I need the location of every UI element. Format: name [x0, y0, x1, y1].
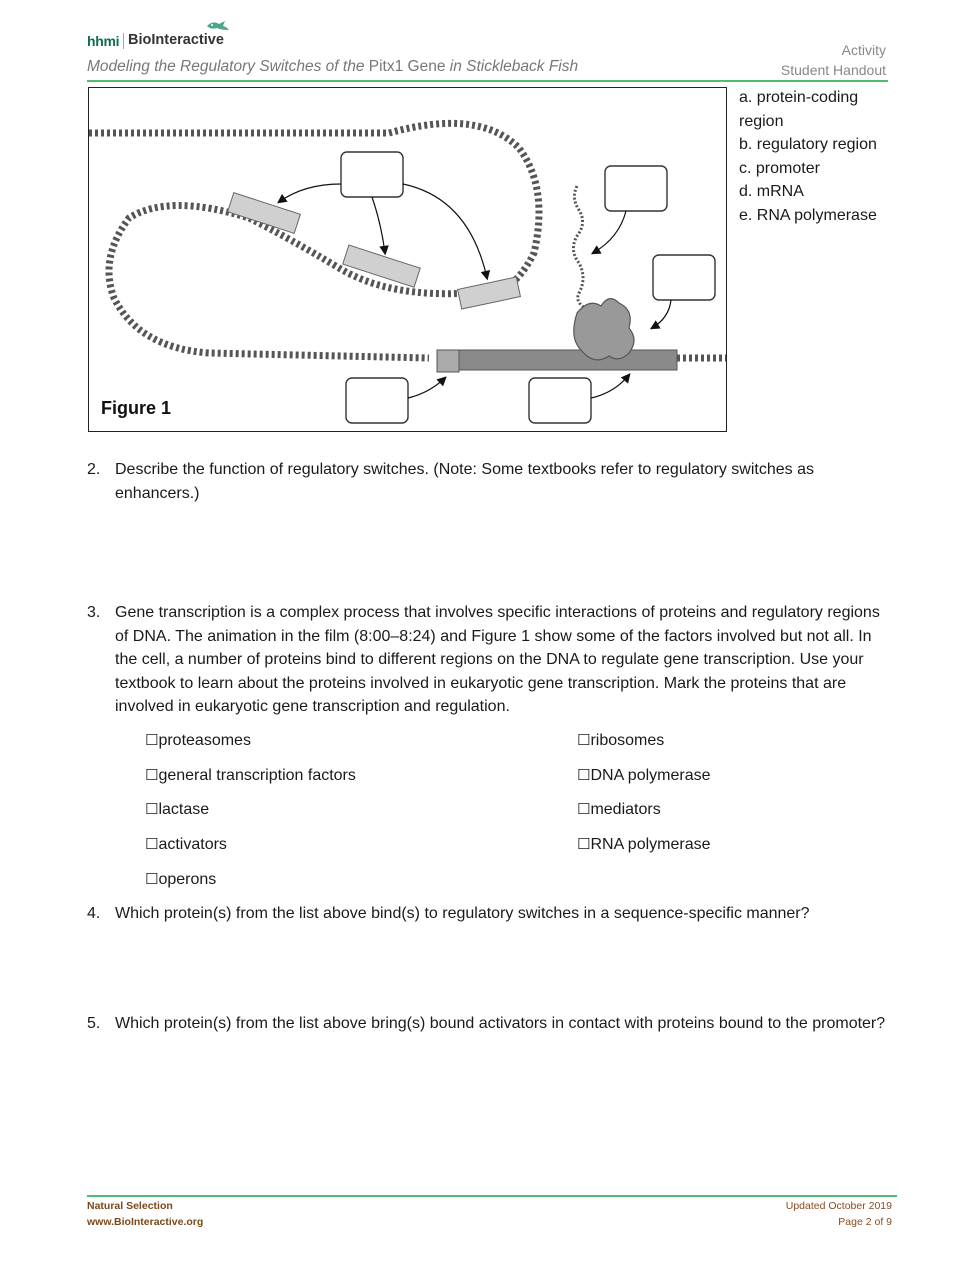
legend-item: d. mRNA — [739, 183, 804, 201]
checkbox-icon[interactable]: ☐ — [577, 766, 591, 784]
question-5 — [87, 1012, 890, 1036]
question-2 — [87, 458, 890, 505]
dna-loop-diagram — [89, 88, 726, 431]
regulatory-region-3 — [458, 277, 521, 309]
header-divider — [87, 80, 888, 82]
regulatory-region-2 — [343, 245, 421, 287]
checkbox-proteasomes[interactable]: ☐proteasomes — [145, 731, 251, 749]
checkbox-rna-polymerase[interactable]: ☐RNA polymerase — [577, 835, 711, 853]
question-number: 2. — [87, 461, 101, 478]
label-box-top-right[interactable] — [605, 166, 667, 211]
bird-logo-icon — [205, 18, 231, 34]
checkbox-icon[interactable]: ☐ — [145, 766, 159, 784]
question-text: Gene transcription is a complex process that involves specific interactions of proteins and regulatory regions of DNA. The animation in the film (8:00–8:24) and Figure 1 show some of the factors involved but not all. In the cell, a number of proteins bind to different regions on the DNA to regulate gene transcription. Use your textbook to learn about the proteins involved in eukaryotic gene transcription. Mark the proteins that are involved in eukaryotic gene transcription and regulation. — [115, 604, 880, 716]
legend-item: c. promoter — [739, 159, 820, 177]
checkbox-icon[interactable]: ☐ — [145, 870, 159, 888]
checkbox-general-transcription-factors[interactable]: ☐general transcription factors — [145, 766, 356, 784]
footer-unit: Natural Selection — [87, 1200, 173, 1212]
legend-item: e. RNA polymerase — [739, 206, 877, 224]
header-doc-type — [781, 40, 886, 80]
checkbox-icon[interactable]: ☐ — [577, 731, 591, 749]
label-box-top-center[interactable] — [341, 152, 403, 197]
document-title: Modeling the Regulatory Switches of the Pitx1 Gene in Stickleback Fish — [87, 58, 579, 75]
footer-website-link[interactable]: www.BioInteractive.org — [87, 1216, 204, 1228]
checkbox-icon[interactable]: ☐ — [145, 835, 159, 853]
question-text: Describe the function of regulatory switches. (Note: Some textbooks refer to regulatory switches as enhancers.) — [115, 461, 814, 502]
checkbox-lactase[interactable]: ☐lactase — [145, 800, 210, 818]
regulatory-region-1 — [228, 193, 301, 234]
question-text: Which protein(s) from the list above bind(s) to regulatory switches in a sequence-specific manner? — [115, 905, 810, 922]
question-3 — [87, 601, 890, 719]
logo-brand-text: BioInteractive — [128, 32, 224, 48]
footer-left — [87, 1198, 203, 1230]
promoter-region — [437, 350, 459, 372]
checkbox-operons[interactable]: ☐operons — [145, 870, 217, 888]
logo-hhmi-text: hhmi — [87, 33, 120, 49]
footer-divider — [87, 1195, 897, 1197]
checkbox-activators[interactable]: ☐activators — [145, 835, 227, 853]
legend-item: b. regulatory region — [739, 136, 877, 154]
rna-polymerase-blob-icon — [574, 299, 634, 360]
label-box-bottom-left[interactable] — [346, 378, 408, 423]
figure-label: Figure 1 — [101, 398, 172, 418]
checkbox-mediators[interactable]: ☐mediators — [577, 800, 661, 818]
audience-label: Student Handout — [780, 62, 886, 78]
mrna-strand-icon — [573, 186, 589, 310]
checkbox-icon[interactable]: ☐ — [577, 800, 591, 818]
figure-legend — [739, 86, 899, 228]
label-box-right[interactable] — [653, 255, 715, 300]
checkbox-icon[interactable]: ☐ — [145, 731, 159, 749]
footer-page-number: Page 2 of 9 — [838, 1216, 892, 1228]
checkbox-dna-polymerase[interactable]: ☐DNA polymerase — [577, 766, 711, 784]
question-4 — [87, 902, 890, 926]
logo-divider — [123, 33, 124, 49]
checkbox-icon[interactable]: ☐ — [145, 800, 159, 818]
footer-updated-date: Updated October 2019 — [785, 1200, 892, 1212]
doc-type-label: Activity — [841, 42, 886, 58]
question-number: 5. — [87, 1015, 101, 1032]
checkbox-ribosomes[interactable]: ☐ribosomes — [577, 731, 665, 749]
label-box-bottom-center[interactable] — [529, 378, 591, 423]
checkbox-icon[interactable]: ☐ — [577, 835, 591, 853]
footer-right — [786, 1198, 892, 1230]
legend-item: a. protein-coding region — [739, 89, 859, 130]
protein-coding-region — [459, 350, 677, 370]
question-text: Which protein(s) from the list above bring(s) bound activators in contact with proteins bound to the promoter? — [115, 1015, 886, 1032]
question-number: 4. — [87, 905, 101, 922]
question-number: 3. — [87, 604, 101, 621]
figure-1 — [88, 87, 727, 432]
